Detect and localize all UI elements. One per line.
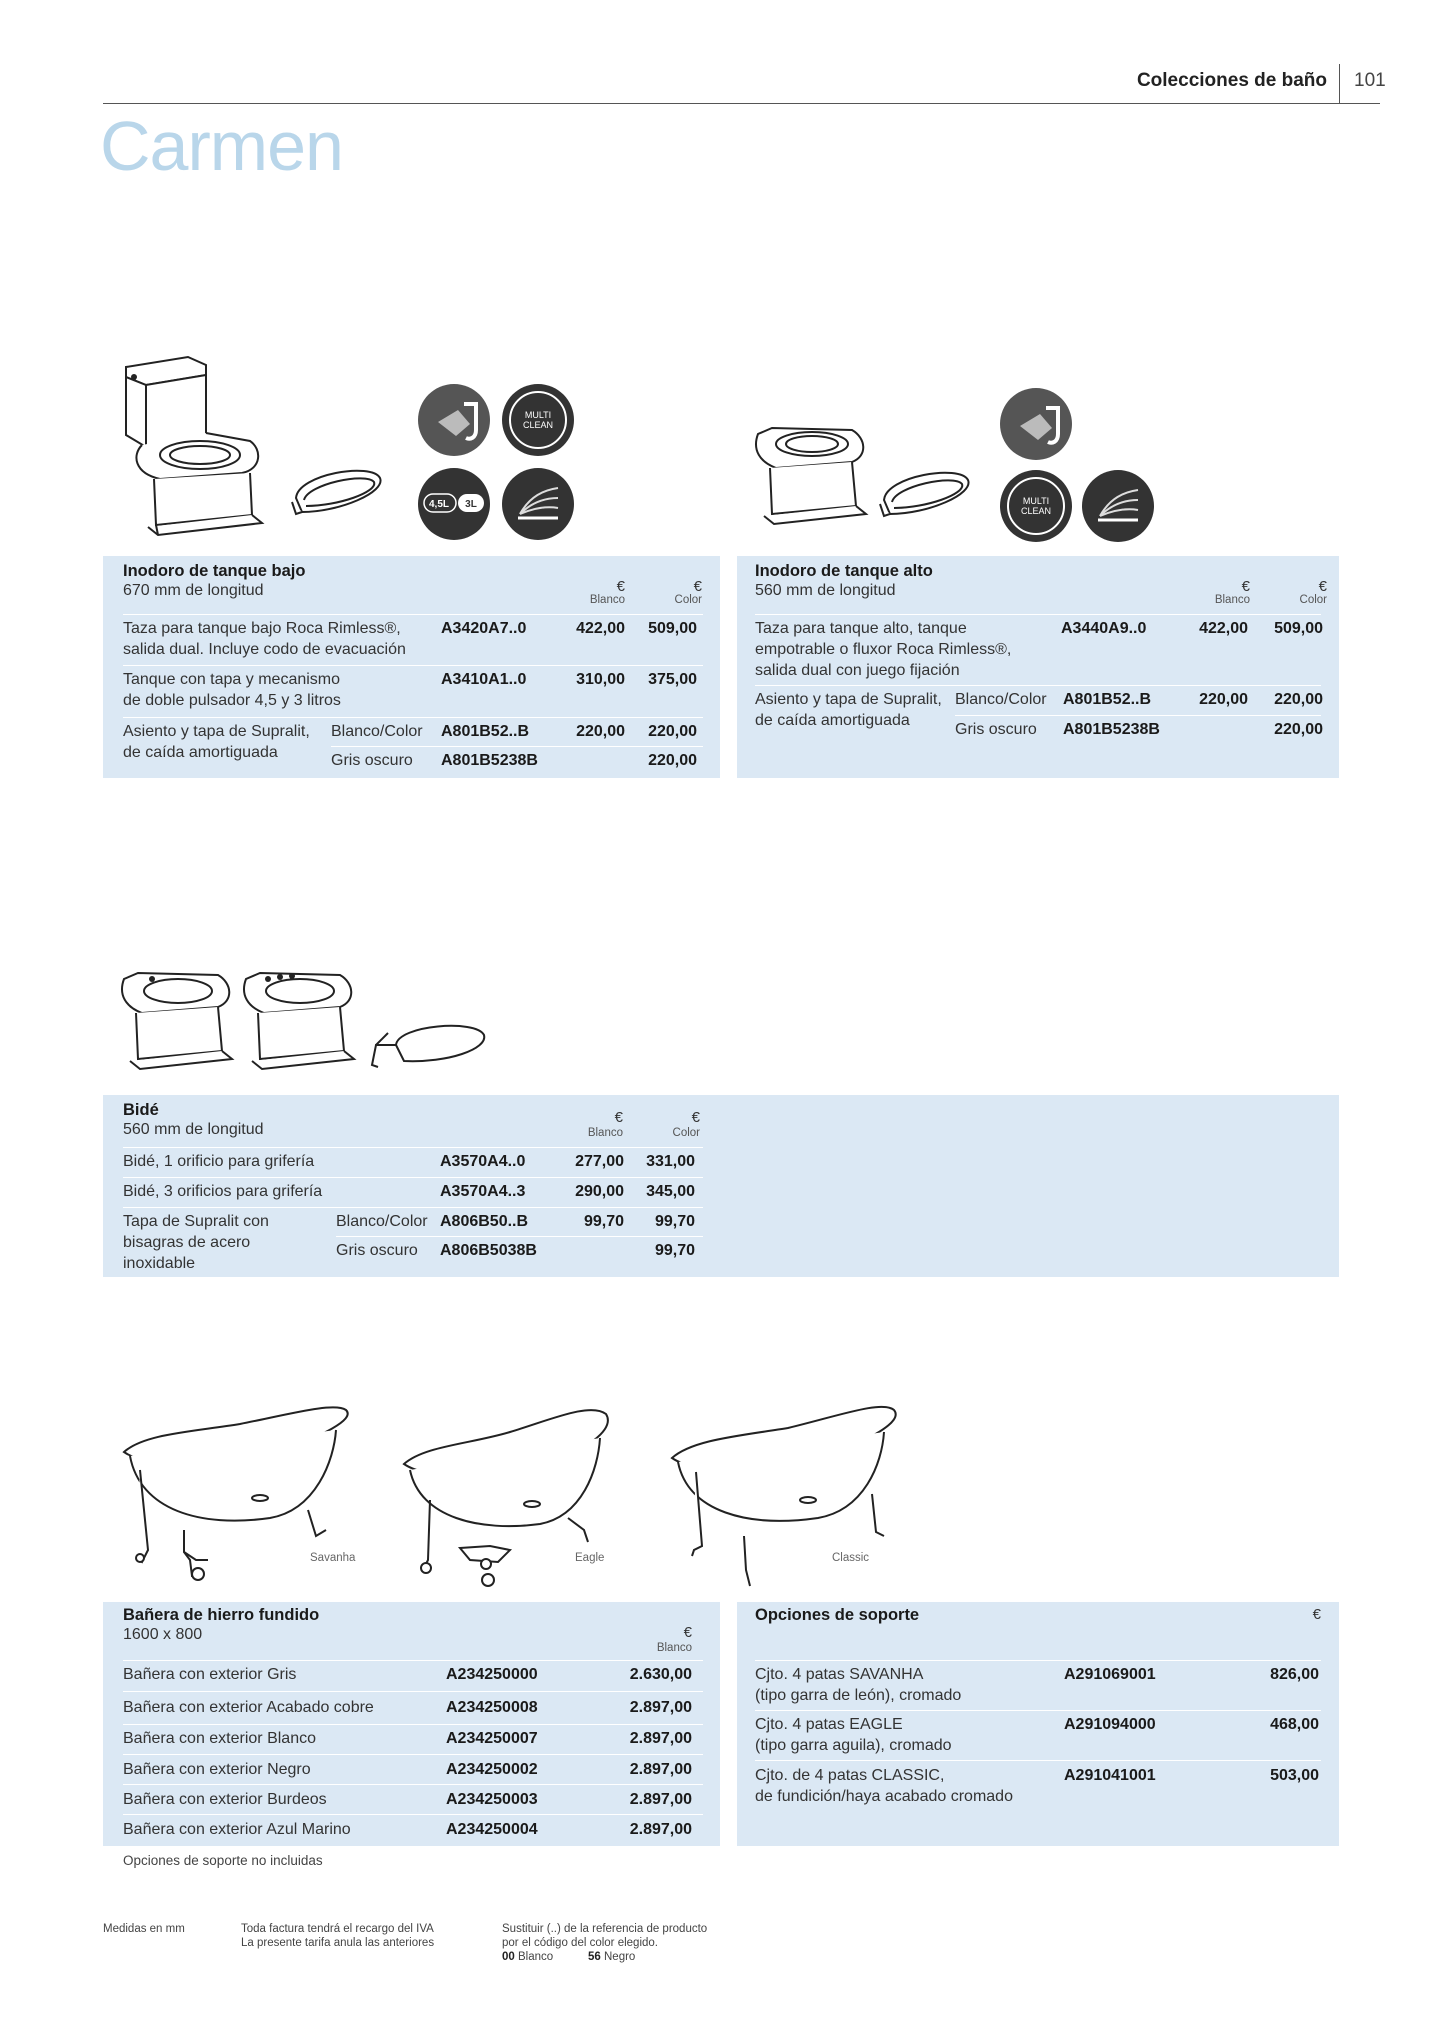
currency-symbol: € bbox=[683, 1624, 692, 1641]
price: 826,00 bbox=[1270, 1666, 1319, 1683]
bath-label-classic: Classic bbox=[832, 1552, 870, 1564]
row-description: Cjto. de 4 patas CLASSIC, de fundición/haya acabado cromado bbox=[755, 1767, 1013, 1805]
currency-label: Blanco bbox=[656, 1642, 692, 1654]
row-divider bbox=[955, 715, 1321, 716]
row-description: Bañera con exterior Burdeos bbox=[123, 1791, 327, 1808]
row-divider bbox=[336, 1236, 703, 1237]
row-divider bbox=[123, 665, 703, 666]
row-divider bbox=[123, 1784, 703, 1785]
price-blanco: 290,00 bbox=[575, 1183, 624, 1200]
currency-symbol: € bbox=[1312, 1606, 1321, 1623]
currency-label: Blanco bbox=[587, 1127, 623, 1139]
row-description: Bidé, 3 orificios para grifería bbox=[123, 1183, 323, 1200]
product-code: A234250008 bbox=[446, 1699, 538, 1716]
row-divider bbox=[123, 1660, 703, 1661]
panel-title: Inodoro de tanque alto bbox=[755, 562, 933, 580]
price-color: 345,00 bbox=[646, 1183, 695, 1200]
product-code: A801B5238B bbox=[1063, 721, 1160, 738]
row-divider bbox=[123, 1177, 703, 1178]
product-code: A3410A1..0 bbox=[441, 671, 527, 688]
svg-text:CLEAN: CLEAN bbox=[1020, 506, 1052, 516]
row-description: Asiento y tapa de Supralit, de caída amortiguada bbox=[123, 723, 310, 761]
bidet-3-holes-drawing bbox=[240, 965, 360, 1085]
footer-vat-line1: Toda factura tendrá el recargo del IVA bbox=[241, 1923, 434, 1935]
price-color: 220,00 bbox=[648, 752, 697, 769]
product-code: A801B52..B bbox=[441, 723, 530, 740]
color-code-label: Blanco bbox=[518, 1951, 554, 1963]
panel-subtitle: 670 mm de longitud bbox=[123, 582, 264, 599]
price-blanco: 277,00 bbox=[575, 1153, 624, 1170]
footer-measures: Medidas en mm bbox=[103, 1923, 185, 1935]
price-color: 375,00 bbox=[648, 671, 697, 688]
toilet-seat-drawing bbox=[288, 460, 388, 530]
row-description: Bañera con exterior Blanco bbox=[123, 1730, 316, 1747]
price: 2.630,00 bbox=[629, 1666, 692, 1683]
page-number: 101 bbox=[1354, 70, 1386, 91]
panel-title: Inodoro de tanque bajo bbox=[123, 562, 306, 580]
svg-text:CLEAN: CLEAN bbox=[522, 420, 554, 430]
currency-label: Blanco bbox=[1214, 594, 1250, 606]
toilet-seat-2-drawing bbox=[876, 462, 976, 532]
product-code: A234250003 bbox=[446, 1791, 538, 1808]
currency-symbol: € bbox=[616, 578, 625, 595]
price-color: 220,00 bbox=[1274, 721, 1323, 738]
row-variant: Gris oscuro bbox=[331, 752, 413, 769]
panel-cast-iron-bathtub bbox=[103, 1602, 720, 1846]
product-code: A3570A4..3 bbox=[440, 1183, 526, 1200]
row-description: Taza para tanque bajo Roca Rimless®, salida dual. Incluye codo de evacuación bbox=[123, 620, 406, 658]
currency-label: Color bbox=[1299, 594, 1327, 606]
header-separator bbox=[1339, 64, 1340, 104]
product-code: A291069001 bbox=[1064, 1666, 1156, 1683]
section-title: Colecciones de baño bbox=[1136, 70, 1327, 91]
bath-label-eagle: Eagle bbox=[575, 1552, 605, 1564]
row-divider bbox=[755, 1760, 1321, 1761]
panel-low-tank-toilet bbox=[103, 556, 720, 778]
bidet-lid-drawing bbox=[368, 1015, 488, 1085]
collection-title: Carmen bbox=[100, 107, 343, 185]
panel-support-options bbox=[737, 1602, 1339, 1846]
product-code: A234250000 bbox=[446, 1666, 538, 1683]
price-blanco: 310,00 bbox=[576, 671, 625, 688]
svg-text:MULTI: MULTI bbox=[524, 410, 552, 420]
row-description: Bañera con exterior Azul Marino bbox=[123, 1821, 351, 1838]
footer-subst-line1: Sustituir (..) de la referencia de producto bbox=[502, 1923, 708, 1935]
row-description: Bidé, 1 orificio para grifería bbox=[123, 1153, 315, 1170]
product-code: A291094000 bbox=[1064, 1716, 1156, 1733]
row-variant: Gris oscuro bbox=[336, 1242, 418, 1259]
row-divider bbox=[123, 1754, 703, 1755]
row-divider bbox=[123, 1147, 703, 1148]
product-code: A806B5038B bbox=[440, 1242, 537, 1259]
row-description: Tapa de Supralit con bisagras de acero inoxidable bbox=[123, 1213, 269, 1272]
panel-bidet bbox=[103, 1095, 1339, 1277]
price-blanco: 220,00 bbox=[576, 723, 625, 740]
svg-text:3L: 3L bbox=[465, 499, 477, 510]
row-description: Bañera con exterior Gris bbox=[123, 1666, 297, 1683]
price: 468,00 bbox=[1270, 1716, 1319, 1733]
currency-symbol: € bbox=[1318, 578, 1327, 595]
multiclean-icon-2 bbox=[998, 468, 1074, 544]
color-code-label: Negro bbox=[604, 1951, 636, 1963]
product-code: A234250004 bbox=[446, 1821, 538, 1838]
price-blanco: 422,00 bbox=[1199, 620, 1248, 637]
row-divider bbox=[123, 614, 703, 615]
soft-close-icon-2 bbox=[1080, 468, 1156, 544]
row-variant: Gris oscuro bbox=[955, 721, 1037, 738]
price: 503,00 bbox=[1270, 1767, 1319, 1784]
svg-text:4,5L: 4,5L bbox=[428, 499, 450, 510]
bathtub-classic-drawing bbox=[668, 1400, 908, 1590]
price-blanco: 99,70 bbox=[583, 1213, 624, 1230]
currency-symbol: € bbox=[614, 1109, 623, 1126]
price-color: 509,00 bbox=[1274, 620, 1323, 637]
panel-subtitle: 1600 x 800 bbox=[123, 1626, 203, 1643]
product-code: A234250007 bbox=[446, 1730, 538, 1747]
row-description: Bañera con exterior Negro bbox=[123, 1761, 311, 1778]
row-variant: Blanco/Color bbox=[336, 1213, 428, 1230]
product-code: A801B52..B bbox=[1063, 691, 1152, 708]
row-description: Bañera con exterior Acabado cobre bbox=[123, 1699, 374, 1716]
currency-label: Color bbox=[674, 594, 702, 606]
price-color: 99,70 bbox=[654, 1242, 695, 1259]
row-variant: Blanco/Color bbox=[331, 723, 423, 740]
price-color: 99,70 bbox=[654, 1213, 695, 1230]
price-color: 220,00 bbox=[1274, 691, 1323, 708]
currency-symbol: € bbox=[1241, 578, 1250, 595]
row-description: Cjto. 4 patas EAGLE (tipo garra aguila), cromado bbox=[755, 1716, 952, 1754]
price-color: 509,00 bbox=[648, 620, 697, 637]
product-code: A3570A4..0 bbox=[440, 1153, 526, 1170]
toilet-high-tank-drawing bbox=[752, 420, 872, 540]
panel-title: Opciones de soporte bbox=[755, 1606, 920, 1624]
row-description: Cjto. 4 patas SAVANHA (tipo garra de león), cromado bbox=[755, 1666, 962, 1704]
price: 2.897,00 bbox=[629, 1730, 692, 1747]
footer-vat-line2: La presente tarifa anula las anteriores bbox=[241, 1937, 435, 1949]
row-divider bbox=[123, 1691, 703, 1692]
currency-label: Color bbox=[672, 1127, 700, 1139]
product-code: A806B50..B bbox=[440, 1213, 529, 1230]
product-code: A3440A9..0 bbox=[1061, 620, 1147, 637]
row-divider bbox=[123, 1724, 703, 1725]
multiclean-icon bbox=[500, 382, 576, 458]
bidet-1-hole-drawing bbox=[118, 965, 238, 1085]
product-code: A801B5238B bbox=[441, 752, 538, 769]
row-divider bbox=[755, 1660, 1321, 1661]
dual-flush-icon bbox=[416, 466, 492, 542]
rimless-icon bbox=[416, 382, 492, 458]
row-divider bbox=[755, 1710, 1321, 1711]
price: 2.897,00 bbox=[629, 1821, 692, 1838]
panel-title: Bañera de hierro fundido bbox=[123, 1606, 320, 1624]
price: 2.897,00 bbox=[629, 1761, 692, 1778]
panel-subtitle: 560 mm de longitud bbox=[123, 1121, 264, 1138]
svg-text:MULTI: MULTI bbox=[1022, 496, 1050, 506]
row-divider bbox=[123, 1814, 703, 1815]
rimless-icon-2 bbox=[998, 386, 1074, 462]
currency-symbol: € bbox=[693, 578, 702, 595]
price: 2.897,00 bbox=[629, 1791, 692, 1808]
footer-color-code-2 bbox=[588, 1950, 635, 1964]
row-variant: Blanco/Color bbox=[955, 691, 1047, 708]
row-divider bbox=[331, 746, 703, 747]
product-code: A3420A7..0 bbox=[441, 620, 527, 637]
row-description: Asiento y tapa de Supralit, de caída amortiguada bbox=[755, 691, 942, 729]
panel-high-tank-toilet bbox=[737, 556, 1339, 778]
product-code: A234250002 bbox=[446, 1761, 538, 1778]
row-description: Taza para tanque alto, tanque empotrable o fluxor Roca Rimless®, salida dual con juego fijación bbox=[755, 620, 1012, 679]
footer-color-code-1 bbox=[502, 1950, 553, 1964]
panel-title: Bidé bbox=[123, 1101, 159, 1119]
currency-symbol: € bbox=[691, 1109, 700, 1126]
toilet-low-tank-drawing bbox=[112, 355, 272, 545]
soft-close-icon bbox=[500, 466, 576, 542]
panel-subtitle: 560 mm de longitud bbox=[755, 582, 896, 599]
price-blanco: 422,00 bbox=[576, 620, 625, 637]
bath-label-savanha: Savanha bbox=[310, 1552, 356, 1564]
row-divider bbox=[755, 614, 1321, 615]
support-note: Opciones de soporte no incluidas bbox=[123, 1853, 323, 1868]
product-code: A291041001 bbox=[1064, 1767, 1156, 1784]
header-rule bbox=[103, 103, 1380, 104]
row-description: Tanque con tapa y mecanismo de doble pulsador 4,5 y 3 litros bbox=[123, 671, 341, 709]
row-divider bbox=[123, 717, 703, 718]
price-color: 220,00 bbox=[648, 723, 697, 740]
row-divider bbox=[755, 685, 1321, 686]
currency-label: Blanco bbox=[589, 594, 625, 606]
price-color: 331,00 bbox=[646, 1153, 695, 1170]
color-code: 56 bbox=[588, 1951, 601, 1963]
footer-subst-line2: por el código del color elegido. bbox=[502, 1937, 658, 1949]
row-divider bbox=[123, 1207, 703, 1208]
price: 2.897,00 bbox=[629, 1699, 692, 1716]
color-code: 00 bbox=[502, 1951, 515, 1963]
price-blanco: 220,00 bbox=[1199, 691, 1248, 708]
